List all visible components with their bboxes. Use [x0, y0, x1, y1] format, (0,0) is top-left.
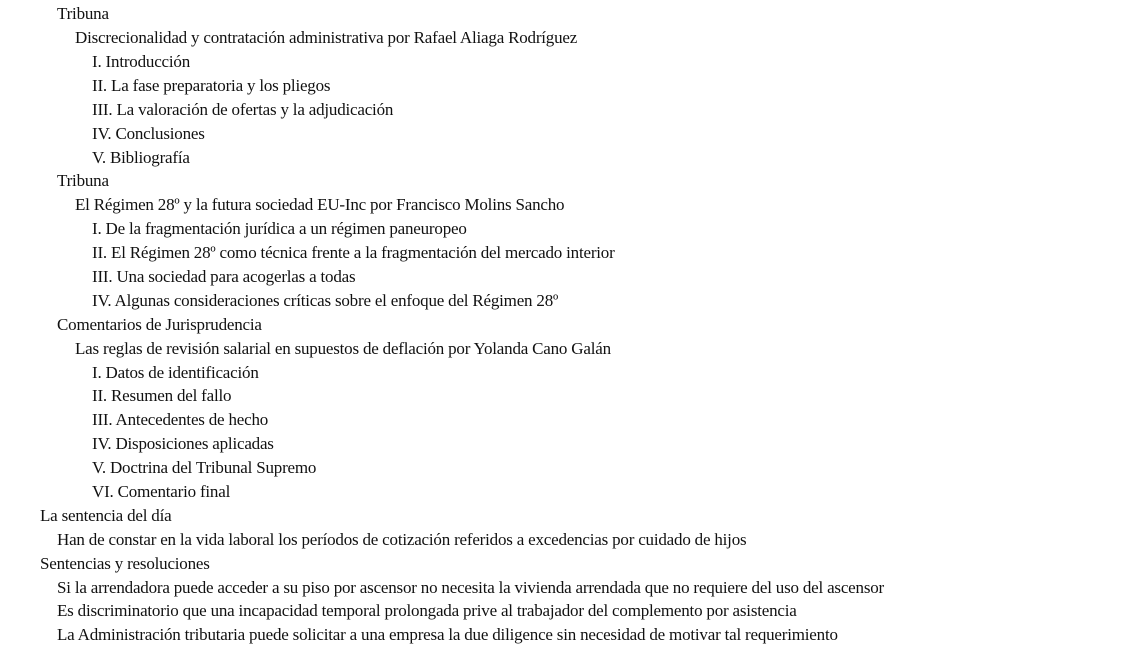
toc-subsection[interactable]: IV. Disposiciones aplicadas [92, 434, 274, 453]
toc-subsection[interactable]: V. Bibliografía [92, 148, 190, 167]
toc-subsection[interactable]: IV. Algunas consideraciones críticas sobre el enfoque del Régimen 28º [92, 291, 559, 310]
toc-top-section[interactable]: La sentencia del día [40, 506, 172, 525]
toc-section-heading[interactable]: Tribuna [57, 171, 109, 190]
toc-subsection[interactable]: V. Doctrina del Tribunal Supremo [92, 458, 317, 477]
toc-subsection[interactable]: I. Introducción [92, 52, 191, 71]
toc-subsection[interactable]: IV. Conclusiones [92, 124, 205, 143]
toc-article-title[interactable]: Discrecionalidad y contratación administrativa por Rafael Aliaga Rodríguez [75, 28, 578, 47]
toc-entry[interactable]: Han de constar en la vida laboral los períodos de cotización referidos a excedencias por cuidado de hijos [57, 530, 747, 549]
toc-subsection[interactable]: III. Una sociedad para acogerlas a todas [92, 267, 356, 286]
toc-subsection[interactable]: III. Antecedentes de hecho [92, 410, 269, 429]
toc-article-title[interactable]: Las reglas de revisión salarial en supuestos de deflación por Yolanda Cano Galán [75, 339, 611, 358]
toc-subsection[interactable]: II. El Régimen 28º como técnica frente a la fragmentación del mercado interior [92, 243, 615, 262]
toc-subsection[interactable]: I. Datos de identificación [92, 363, 259, 382]
toc-entry[interactable]: Es discriminatorio que una incapacidad temporal prolongada prive al trabajador del complemento por asistencia [57, 601, 797, 620]
toc-entry[interactable]: Si la arrendadora puede acceder a su piso por ascensor no necesita la vivienda arrendada que no requiere del uso del ascensor [57, 578, 884, 597]
toc-section-heading[interactable]: Tribuna [57, 4, 109, 23]
toc-top-section[interactable]: Sentencias y resoluciones [40, 554, 210, 573]
toc-subsection[interactable]: I. De la fragmentación jurídica a un régimen paneuropeo [92, 219, 467, 238]
toc-section-heading[interactable]: Comentarios de Jurisprudencia [57, 315, 262, 334]
toc-article-title[interactable]: El Régimen 28º y la futura sociedad EU-Inc por Francisco Molins Sancho [75, 195, 565, 214]
toc-subsection[interactable]: II. Resumen del fallo [92, 386, 232, 405]
toc-subsection[interactable]: II. La fase preparatoria y los pliegos [92, 76, 331, 95]
toc-entry[interactable]: La Administración tributaria puede solicitar a una empresa la due diligence sin necesidad de motivar tal requerimiento [57, 625, 838, 644]
toc-subsection[interactable]: VI. Comentario final [92, 482, 231, 501]
toc-subsection[interactable]: III. La valoración de ofertas y la adjudicación [92, 100, 394, 119]
